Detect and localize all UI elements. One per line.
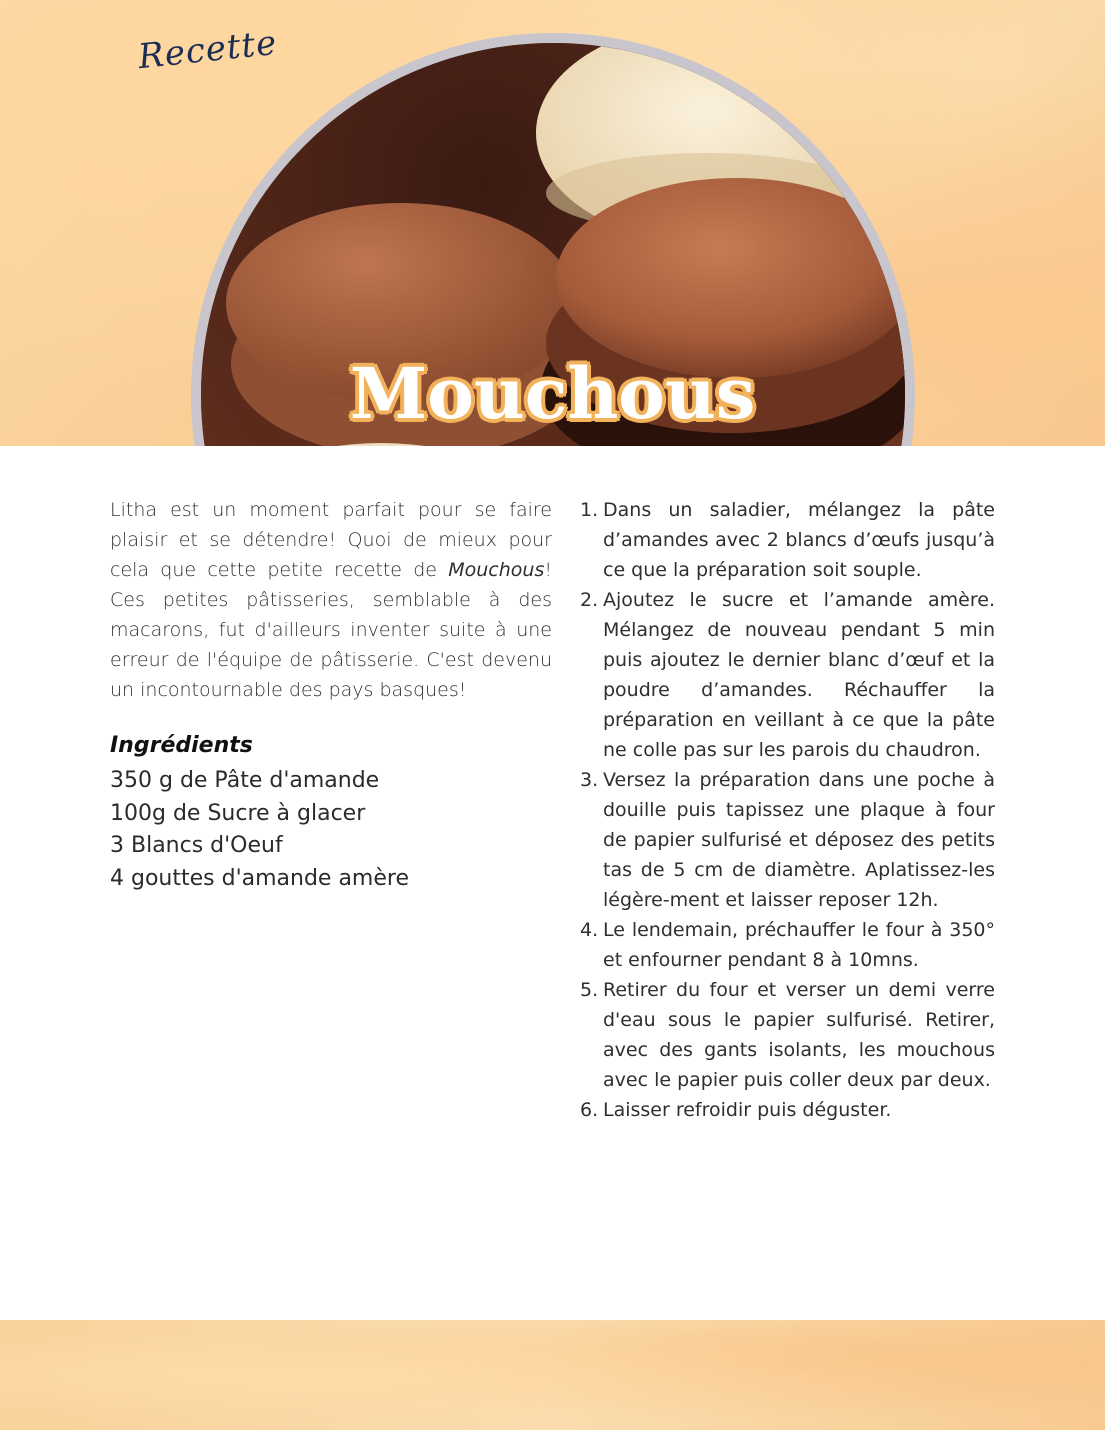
ingredients-list (110, 765, 409, 895)
step-number: 2. (580, 589, 599, 611)
ingredient-item: 350 g de Pâte d'amande (110, 768, 380, 793)
page-title: Mouchous (349, 352, 756, 435)
intro-text-start: Litha est un moment parfait pour se faire plaisir et se détendre! Quoi de mieux pour cela que cette petite recette de (110, 499, 552, 581)
step-text: Dans un saladier, mélangez la pâte d’amandes avec 2 blancs d’œufs jusqu’à ce que la préparation soit souple. (603, 499, 995, 581)
step-item (580, 975, 995, 1095)
footer-background (0, 1320, 1105, 1430)
step-text: Laisser refroidir puis déguster. (603, 1099, 892, 1121)
step-text: Retirer du four et verser un demi verre d'eau sous le papier sulfurisé. Retirer, avec des gants isolants, les mouchous avec le papier puis coller deux par deux. (603, 979, 995, 1091)
ingredient-item: 4 gouttes d'amande amère (110, 865, 409, 891)
step-item (580, 915, 995, 975)
ingredient-item: 3 Blancs d'Oeuf (110, 833, 283, 858)
recette-logo: Recette (136, 22, 280, 78)
step-number: 6. (580, 1099, 599, 1121)
ingredients-heading: Ingrédients (110, 733, 253, 758)
step-text: Le lendemain, préchauffer le four à 350° et enfourner pendant 8 à 10mns. (603, 919, 995, 971)
step-number: 1. (580, 499, 599, 521)
step-text: Ajoutez le sucre et l’amande amère. Mélangez de nouveau pendant 5 min puis ajoutez le dernier blanc d’œuf et la poudre d’amandes. Réchauffer la préparation en veillant à ce que la pâte ne colle pas sur les parois du chaudron. (603, 589, 995, 761)
step-text: Versez la préparation dans une poche à douille puis tapissez une plaque à four de papier sulfurisé et déposez des petits tas de 5 cm de diamètre. Aplatissez-les légère-ment et laisser reposer 12h. (603, 769, 995, 911)
step-item (580, 765, 995, 915)
ingredient-item: 100g de Sucre à glacer (110, 800, 366, 826)
intro-paragraph (110, 495, 552, 705)
intro-text-end: ! Ces petites pâtisseries, semblable à des macarons, fut d'ailleurs inventer suite à une erreur de l'équipe de pâtisserie. C'est devenu un incontournable des pays basques! (110, 559, 552, 701)
step-number: 3. (580, 769, 599, 791)
step-number: 4. (580, 919, 599, 941)
header-background (0, 0, 1105, 446)
step-item (580, 585, 995, 765)
intro-text-emphasis: Mouchous (448, 559, 545, 581)
step-number: 5. (580, 979, 599, 1001)
step-item (580, 1095, 995, 1125)
step-item (580, 495, 995, 585)
steps-list (580, 495, 995, 1125)
